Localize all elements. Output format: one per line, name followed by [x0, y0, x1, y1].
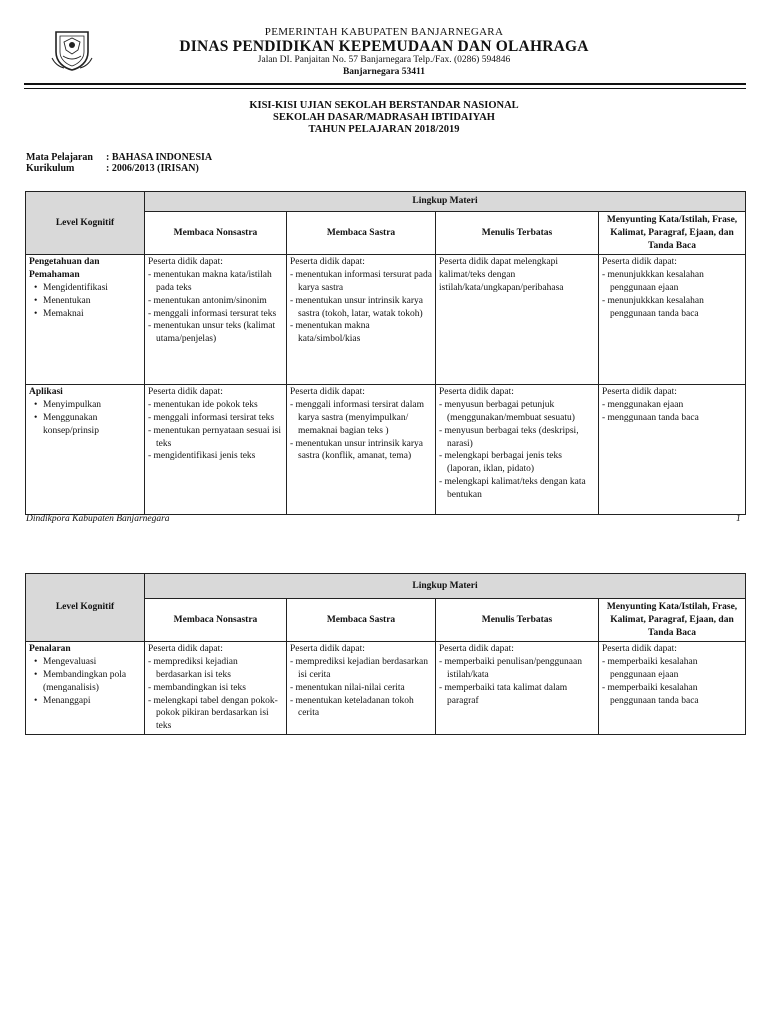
cell-line: - menentukan ide pokok teks: [148, 400, 258, 411]
level-item: • Menggunakan konsep/prinsip: [43, 412, 141, 438]
col2-cell: [287, 385, 436, 515]
cell-line: Peserta didik dapat melengkapi kalimat/teks dengan istilah/kata/ungkapan/peribahasa: [439, 257, 564, 293]
subject-label: Mata Pelajaran: [26, 152, 93, 163]
cell-line: Peserta didik dapat:: [290, 257, 365, 268]
header-col4: Menyunting Kata/Istilah, Frase, Kalimat, Paragraf, Ejaan, dan Tanda Baca: [599, 599, 746, 642]
cell-line: Peserta didik dapat:: [439, 644, 514, 655]
col3-cell: [436, 255, 599, 385]
cell-line: - menentukan makna kata/simbol/kias: [290, 321, 370, 345]
cell-line: - menentukan keteladanan tokoh cerita: [290, 695, 414, 719]
cell-line: - mengidentifikasi jenis teks: [148, 451, 256, 462]
col1-cell: [145, 385, 287, 515]
cell-line: - memprediksi kejadian berdasarkan isi cerita: [290, 657, 428, 680]
col4-cell: [599, 255, 746, 385]
curriculum-label: Kurikulum: [26, 163, 75, 174]
level-item: • Mengidentifikasi: [43, 282, 141, 295]
level-item: • Menanggapi: [43, 695, 141, 708]
page-number: 1: [736, 514, 741, 524]
header-scope: Lingkup Materi: [145, 192, 746, 212]
header-col1: Membaca Nonsastra: [145, 212, 287, 255]
footer-text: Dindikpora Kabupaten Banjarnegara: [26, 514, 170, 524]
org-city: Banjarnegara 53411: [342, 67, 426, 77]
cell-line: - menggunaan tanda baca: [602, 412, 699, 423]
level-item: • Mengevaluasi: [43, 656, 141, 669]
header-col4: Menyunting Kata/Istilah, Frase, Kalimat, Paragraf, Ejaan, dan Tanda Baca: [599, 212, 746, 255]
cell-line: Peserta didik dapat:: [148, 644, 223, 655]
level-item: • Membandingkan pola (menganalisis): [43, 669, 141, 695]
level-cell: [26, 385, 145, 515]
cell-line: - menggali informasi tersurat teks: [148, 308, 277, 319]
header-col2: Membaca Sastra: [287, 212, 436, 255]
col2-cell: [287, 642, 436, 735]
cell-line: - membandingkan isi teks: [148, 682, 246, 693]
col1-cell: [145, 255, 287, 385]
doc-title-line1: KISI-KISI UJIAN SEKOLAH BERSTANDAR NASIONAL: [249, 100, 519, 111]
level-title: Penalaran: [29, 644, 71, 655]
header-level: Level Kognitif: [26, 574, 145, 642]
cell-line: - memperbaiki kesalahan penggunaan tanda baca: [602, 682, 699, 706]
col3-cell: [436, 642, 599, 735]
cell-line: - menyusun berbagai teks (deskripsi, narasi): [439, 425, 579, 449]
subject-value: : BAHASA INDONESIA: [106, 152, 213, 163]
col4-cell: [599, 385, 746, 515]
org-name-line1: PEMERINTAH KABUPATEN BANJARNEGARA: [264, 26, 504, 38]
table-row: [26, 385, 746, 515]
cell-line: - menentukan informasi tersurat pada karya sastra: [290, 270, 432, 293]
cell-line: - menunjukkkan kesalahan penggunaan ejaan: [602, 270, 704, 293]
cell-line: - menentukan unsur intrinsik karya sastra (konflik, amanat, tema): [290, 438, 423, 462]
table-row: [26, 255, 746, 385]
cell-line: - menyusun berbagai petunjuk (menggunakan/membuat sesuatu): [439, 400, 575, 423]
col2-cell: [287, 255, 436, 385]
doc-title-line3: TAHUN PELAJARAN 2018/2019: [308, 124, 460, 135]
level-item: • Memaknai: [43, 308, 141, 321]
cell-line: Peserta didik dapat:: [602, 257, 677, 268]
cell-line: Peserta didik dapat:: [602, 387, 677, 398]
level-title: Pengetahuan dan: [29, 257, 100, 268]
curriculum-row: [26, 163, 199, 174]
cell-line: - menentukan unsur teks (kalimat utama/penjelas): [148, 321, 276, 345]
cell-line: - menentukan nilai-nilai cerita: [290, 682, 405, 693]
cell-line: - melengkapi berbagai jenis teks (laporan, iklan, pidato): [439, 451, 562, 475]
cell-line: - menentukan pernyataan sesuai isi teks: [148, 425, 281, 449]
cell-line: - memperbaiki tata kalimat dalam paragraf: [439, 682, 568, 706]
level-cell: [26, 255, 145, 385]
level-title: Pemahaman: [29, 270, 80, 281]
cell-line: - melengkapi tabel dengan pokok-pokok pikiran berdasarkan isi teks: [148, 695, 278, 732]
cell-line: - menggunakan ejaan: [602, 400, 684, 411]
header-col3: Menulis Terbatas: [436, 599, 599, 642]
letterhead-rule-thick: [24, 83, 746, 85]
col4-cell: [599, 642, 746, 735]
level-cell: [26, 642, 145, 735]
subject-row: [26, 152, 212, 163]
cell-line: - menentukan antonim/sinonim: [148, 295, 267, 306]
cell-line: Peserta didik dapat:: [290, 644, 365, 655]
cell-line: - menunjukkkan kesalahan penggunaan tanda baca: [602, 295, 704, 319]
grid-table-page2: [25, 573, 746, 735]
header-col2: Membaca Sastra: [287, 599, 436, 642]
cell-line: Peserta didik dapat:: [148, 257, 223, 268]
header-col3: Menulis Terbatas: [436, 212, 599, 255]
cell-line: Peserta didik dapat:: [290, 387, 365, 398]
cell-line: - memprediksi kejadian berdasarkan isi teks: [148, 657, 238, 680]
doc-title-line2: SEKOLAH DASAR/MADRASAH IBTIDAIYAH: [273, 112, 495, 123]
cell-line: Peserta didik dapat:: [148, 387, 223, 398]
header-scope: Lingkup Materi: [145, 574, 746, 599]
col3-cell: [436, 385, 599, 515]
cell-line: - memperbaiki penulisan/penggunaan istilah/kata: [439, 657, 582, 680]
cell-line: - menentukan unsur intrinsik karya sastra (tokoh, latar, watak tokoh): [290, 295, 423, 319]
level-item: • Menentukan: [43, 295, 141, 308]
level-title: Aplikasi: [29, 387, 63, 398]
cell-line: - menentukan makna kata/istilah pada teks: [148, 270, 272, 293]
cell-line: - menggali informasi tersirat dalam karya sastra (menyimpulkan/ memaknai bagian teks ): [290, 400, 425, 436]
col1-cell: [145, 642, 287, 735]
org-address: Jalan DI. Panjaitan No. 57 Banjarnegara Telp./Fax. (0286) 594846: [257, 55, 511, 65]
cell-line: Peserta didik dapat:: [439, 387, 514, 398]
level-item: • Menyimpulkan: [43, 399, 141, 412]
org-name-line2: DINAS PENDIDIKAN KEPEMUDAAN DAN OLAHRAGA: [179, 38, 589, 55]
header-level: Level Kognitif: [26, 192, 145, 255]
cell-line: Peserta didik dapat:: [602, 644, 677, 655]
curriculum-value: : 2006/2013 (IRISAN): [106, 163, 199, 174]
grid-table-page1: [25, 191, 746, 515]
table-row: [26, 642, 746, 735]
cell-line: - melengkapi kalimat/teks dengan kata bentukan: [439, 476, 586, 500]
cell-line: - menggali informasi tersirat teks: [148, 412, 275, 423]
cell-line: - memperbaiki kesalahan penggunaan ejaan: [602, 657, 698, 680]
letterhead-rule-thin: [24, 88, 746, 89]
header-col1: Membaca Nonsastra: [145, 599, 287, 642]
